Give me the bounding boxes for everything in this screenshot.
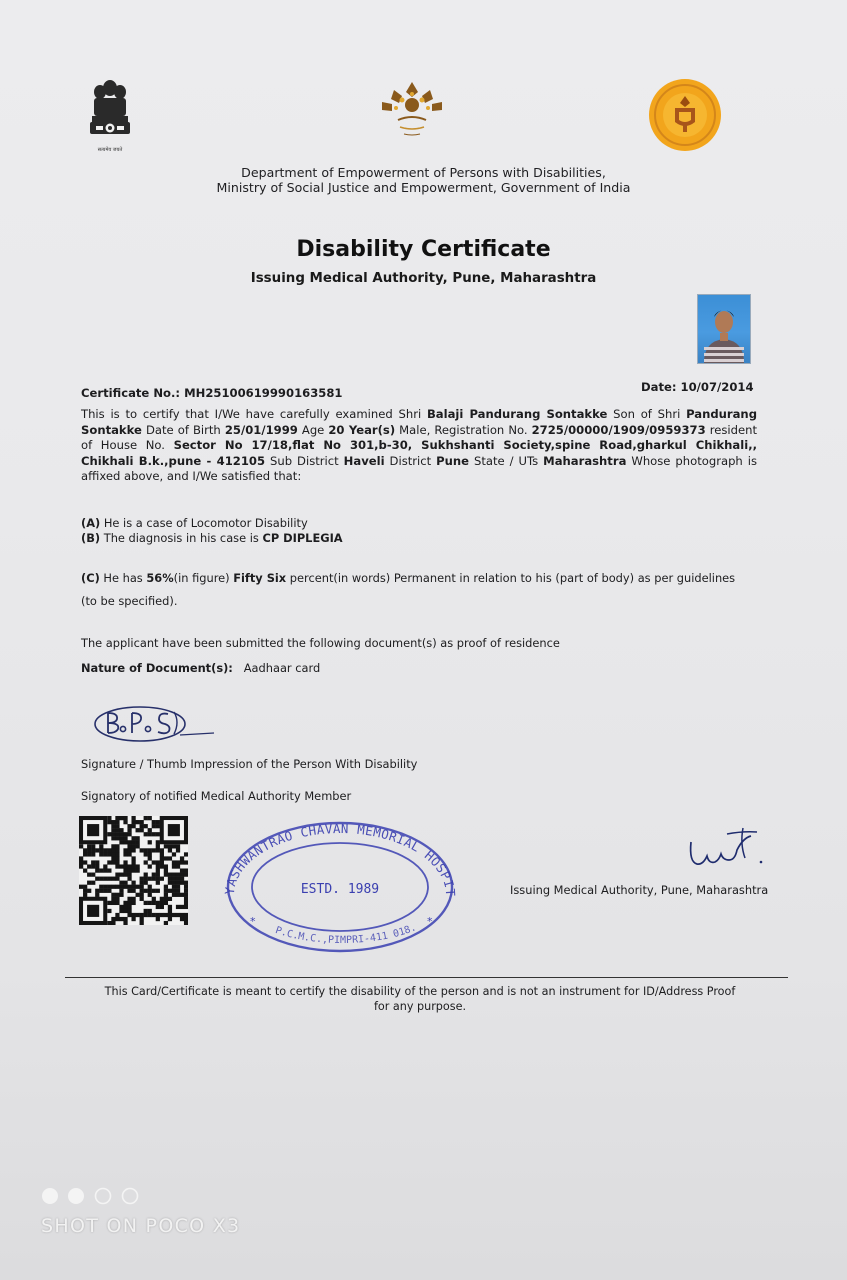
applicant-signature xyxy=(92,700,216,748)
page-subtitle: Issuing Medical Authority, Pune, Maharashtra xyxy=(250,271,597,286)
para-text: District xyxy=(384,453,437,468)
condition-a-label: (A) xyxy=(81,516,101,530)
para-text: Sub District xyxy=(265,453,344,468)
condition-c-continued: (to be specified). xyxy=(81,594,178,608)
department-line-2: Ministry of Social Justice and Empowerment, Government of India xyxy=(216,180,631,195)
signature-caption: Signature / Thumb Impression of the Person With Disability xyxy=(81,757,418,771)
father-name: Pandurang Sontakke xyxy=(81,407,757,437)
condition-a xyxy=(81,516,308,532)
certificate-date-value: 10/07/2014 xyxy=(680,380,754,394)
condition-b xyxy=(81,531,343,547)
footer-divider xyxy=(65,977,788,978)
para-text: Son of Shri xyxy=(607,407,687,421)
diagnosis: CP DIPLEGIA xyxy=(262,531,343,545)
document-value: Aadhaar card xyxy=(243,661,321,675)
disability-percent: 56% xyxy=(146,571,174,585)
district: Pune xyxy=(436,453,470,468)
watermark-dots xyxy=(41,1186,151,1206)
condition-a-text: He is a case of Locomotor Disability xyxy=(100,516,308,530)
condition-c-label: (C) xyxy=(81,571,100,585)
certificate-date-label: Date: xyxy=(641,380,677,394)
age: 20 Year(s) xyxy=(328,422,396,437)
para-text: State / UTs xyxy=(469,453,544,468)
ministry-logo xyxy=(376,80,448,140)
certificate-number xyxy=(81,386,342,402)
condition-b-text: The diagnosis in his case is xyxy=(100,531,263,545)
camera-watermark: SHOT ON POCO X3 xyxy=(41,1215,241,1237)
signatory-label: Signatory of notified Medical Authority Member xyxy=(81,789,352,803)
person-name: Balaji Pandurang Sontakke xyxy=(426,407,608,421)
registration-number: 2725/00000/1909/0959373 xyxy=(531,422,706,437)
residence-line: The applicant have been submitted the following document(s) as proof of residence xyxy=(81,636,560,650)
disability-percent-words: Fifty Six xyxy=(233,571,287,585)
certificate-date xyxy=(641,380,754,396)
condition-b-label: (B) xyxy=(81,531,101,545)
footer-disclaimer: This Card/Certificate is meant to certify the disability of the person and is not an instrument for ID/Address Proof for any purpose. xyxy=(104,985,736,1013)
stamp-bottom-text: P.C.M.C.,PIMPRI-411 018. xyxy=(273,922,419,947)
para-text: Whose photograph is affixed above, and I/We satisfied that: xyxy=(81,453,757,484)
certification-paragraph xyxy=(81,407,757,485)
applicant-photo xyxy=(697,294,751,364)
para-text: Age xyxy=(297,422,329,437)
certificate-number-value: MH25100619990163581 xyxy=(184,386,343,400)
para-text: Date of Birth xyxy=(141,422,225,437)
document-label: Nature of Document(s): xyxy=(81,661,233,675)
authority-signature xyxy=(685,822,769,874)
hospital-stamp xyxy=(222,815,458,955)
para-text: Male, Registration No. xyxy=(395,422,532,437)
para-text: resident of House No. xyxy=(81,422,757,453)
para-text: This is to certify that I/We have carefully examined Shri xyxy=(81,407,427,421)
svg-text:*: * xyxy=(427,915,433,928)
state: Maharashtra xyxy=(543,453,627,468)
page-title: Disability Certificate xyxy=(296,237,551,262)
condition-c-text: (in figure) xyxy=(173,571,234,585)
condition-c-text: He has xyxy=(99,571,147,585)
emblem-caption: सत्यमेव जयते xyxy=(97,147,123,153)
department-line-1: Department of Empowerment of Persons with Disabilities, xyxy=(241,165,606,180)
certificate-number-label: Certificate No.: xyxy=(81,386,181,400)
nature-of-document xyxy=(81,661,320,677)
stamp-center-text: ESTD. 1989 xyxy=(300,882,380,897)
condition-c xyxy=(81,571,735,587)
condition-c-text: percent(in words) Permanent in relation to his (part of body) as per guidelines xyxy=(286,571,736,585)
svg-text:*: * xyxy=(250,915,256,928)
national-emblem xyxy=(84,76,136,152)
date-of-birth: 25/01/1999 xyxy=(224,422,298,437)
stamp-arc-text: YASHWANTRAO CHAVAN MEMORIAL HOSPIT xyxy=(222,820,458,897)
sub-district: Haveli xyxy=(343,453,385,468)
address: Sector No 17/18,flat No 301,b-30, Sukhshanti Society,spine Road,gharkul Chikhali,, Chikhali B.k.,pune - 412105 xyxy=(81,438,758,468)
qr-code xyxy=(79,816,188,925)
maharashtra-seal xyxy=(648,78,722,152)
issuing-authority: Issuing Medical Authority, Pune, Maharashtra xyxy=(510,883,769,897)
